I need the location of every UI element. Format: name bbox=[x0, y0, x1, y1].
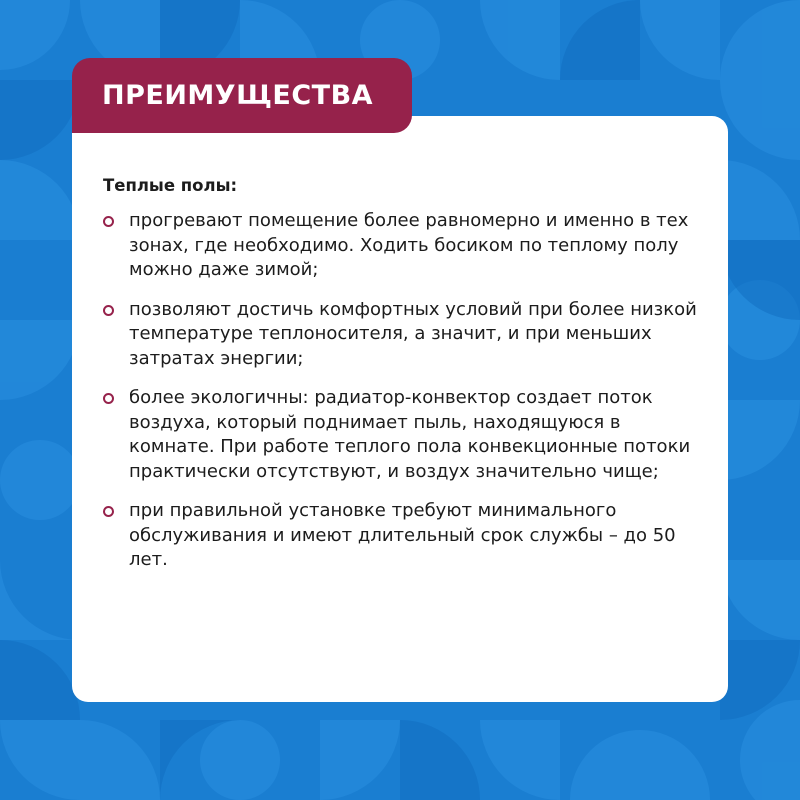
ring-bullet-icon bbox=[103, 305, 114, 316]
list-item bbox=[103, 298, 703, 372]
advantages-list bbox=[103, 209, 703, 573]
list-heading: Теплые полы: bbox=[103, 176, 238, 195]
list-item-text: позволяют достичь комфортных условий при более низкой температуре теплоносителя, а значит, и при меньших затратах энергии; bbox=[129, 298, 697, 369]
list-item bbox=[103, 499, 703, 573]
list-item-text: при правильной установке требуют минимального обслуживания и имеют длительный срок службы – до 50 лет. bbox=[129, 500, 676, 570]
list-item bbox=[103, 209, 703, 283]
section-title: ПРЕИМУЩЕСТВА bbox=[102, 80, 374, 111]
ring-bullet-icon bbox=[103, 216, 114, 227]
ring-bullet-icon bbox=[103, 393, 114, 404]
list-item-text: прогревают помещение более равномерно и именно в тех зонах, где необходимо. Ходить босиком по теплому полу можно даже зимой; bbox=[129, 210, 689, 280]
list-item-text: более экологичны: радиатор-конвектор создает поток воздуха, который поднимает пыль, находящуюся в комнате. При работе теплого пола конвекционные потоки практически отсутствуют, и воздух значительно чище; bbox=[129, 387, 691, 482]
section-badge bbox=[72, 58, 412, 133]
list-item bbox=[103, 386, 703, 484]
advantages-content bbox=[103, 176, 703, 588]
ring-bullet-icon bbox=[103, 506, 114, 517]
